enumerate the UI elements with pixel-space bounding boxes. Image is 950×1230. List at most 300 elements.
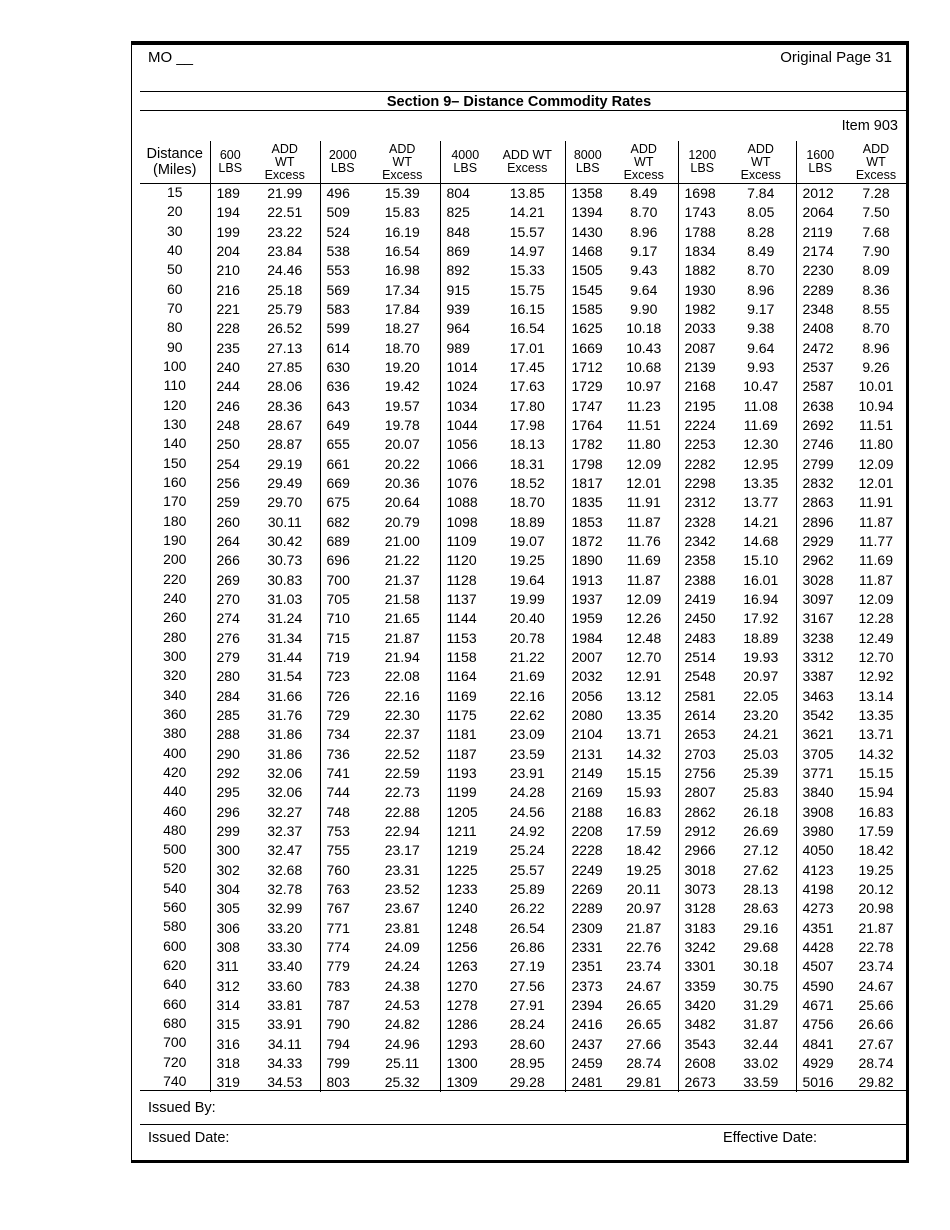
distance-cell: 600	[163, 937, 187, 954]
column-header-line: Excess	[855, 167, 897, 182]
rate-cell: 804	[440, 184, 490, 204]
distance-cell: 460	[163, 802, 187, 819]
table-row	[140, 184, 908, 204]
rate-cell: 1263	[440, 957, 490, 976]
rate-cell: 14.32	[626, 745, 662, 762]
table-row	[140, 319, 908, 338]
rate-cell: 1024	[440, 377, 490, 396]
column-header	[610, 141, 678, 184]
rate-cell: 28.13	[743, 880, 779, 897]
rate-cell: 705	[320, 590, 365, 609]
rate-cell: 2832	[796, 474, 844, 493]
rate-cell: 21.87	[384, 629, 420, 646]
rate-cell: 12.30	[743, 436, 779, 453]
rate-cell: 18.42	[858, 842, 894, 859]
rate-cell: 3097	[796, 590, 844, 609]
column-header-line: WT	[751, 154, 771, 169]
rate-cell: 18.89	[509, 513, 545, 530]
rate-cell: 216	[210, 281, 250, 300]
rate-cell: 23.74	[626, 958, 662, 975]
rate-cell: 16.94	[743, 591, 779, 608]
rate-cell: 269	[210, 571, 250, 590]
table-row	[140, 1054, 908, 1073]
rate-cell: 29.49	[267, 475, 303, 492]
rate-cell: 2056	[565, 687, 610, 706]
rate-cell: 305	[210, 899, 250, 918]
rate-cell: 3242	[678, 938, 726, 957]
rate-cell: 16.15	[509, 301, 545, 318]
column-header	[726, 141, 796, 184]
rate-cell: 1834	[678, 242, 726, 261]
distance-cell: 30	[166, 222, 183, 239]
rate-cell: 964	[440, 319, 490, 338]
rate-cell: 1175	[440, 706, 490, 725]
column-header	[440, 141, 490, 184]
rate-cell: 1286	[440, 1015, 490, 1034]
rate-cell: 24.53	[384, 996, 420, 1013]
rate-cell: 21.87	[858, 919, 894, 936]
rate-cell: 28.67	[267, 417, 303, 434]
rate-cell: 13.35	[626, 707, 662, 724]
rate-cell: 8.96	[862, 339, 890, 356]
rate-cell: 767	[320, 899, 365, 918]
table-row	[140, 996, 908, 1015]
column-header-line: WT	[275, 154, 295, 169]
rate-cell: 4929	[796, 1054, 844, 1073]
rate-cell: 599	[320, 319, 365, 338]
rate-cell: 2012	[796, 184, 844, 204]
rate-cell: 31.86	[267, 745, 303, 762]
rate-cell: 8.49	[630, 185, 658, 202]
column-header-line: ADD	[389, 141, 416, 156]
rate-cell: 22.37	[384, 726, 420, 743]
rate-cell: 20.40	[509, 610, 545, 627]
rate-cell: 26.52	[267, 320, 303, 337]
rate-cell: 19.64	[509, 571, 545, 588]
table-row	[140, 667, 908, 686]
rate-cell: 9.43	[630, 262, 658, 279]
rate-cell: 12.91	[626, 668, 662, 685]
distance-cell: 200	[163, 551, 187, 568]
rate-cell: 2912	[678, 822, 726, 841]
rate-cell: 24.67	[858, 977, 894, 994]
rate-cell: 2298	[678, 474, 726, 493]
rate-cell: 13.71	[858, 726, 894, 743]
rate-cell: 18.42	[626, 842, 662, 859]
rate-cell: 2608	[678, 1054, 726, 1073]
column-header-line: LBS	[330, 161, 355, 175]
rate-cell: 1545	[565, 281, 610, 300]
column-header-line: LBS	[575, 161, 600, 175]
rate-cell: 32.27	[267, 803, 303, 820]
rate-cell: 31.34	[267, 629, 303, 646]
distance-cell: 100	[163, 357, 187, 374]
rate-cell: 14.21	[743, 513, 779, 530]
rate-cell: 1109	[440, 532, 490, 551]
rate-cell: 9.38	[747, 320, 775, 337]
rate-cell: 7.84	[747, 185, 775, 202]
rate-cell: 26.54	[509, 919, 545, 936]
rate-cell: 8.28	[747, 223, 775, 240]
rate-cell: 7.68	[862, 223, 890, 240]
distance-cell: 500	[163, 841, 187, 858]
rate-cell: 569	[320, 281, 365, 300]
rate-cell: 9.17	[747, 301, 775, 318]
rate-cell: 7.50	[862, 204, 890, 221]
rate-cell: 803	[320, 1073, 365, 1092]
column-header-line: ADD WT	[502, 148, 552, 162]
rate-cell: 24.96	[384, 1035, 420, 1052]
table-row	[140, 803, 908, 822]
rate-cell: 3359	[678, 976, 726, 995]
rate-cell: 2249	[565, 860, 610, 879]
distance-cell: 40	[166, 241, 183, 258]
rate-cell: 2966	[678, 841, 726, 860]
rate-cell: 496	[320, 184, 365, 204]
column-header-line: LBS	[690, 161, 715, 175]
rate-cell: 20.36	[384, 475, 420, 492]
rate-cell: 17.01	[509, 339, 545, 356]
rate-cell: 10.18	[626, 320, 662, 337]
rate-cell: 2188	[565, 803, 610, 822]
rate-cell: 18.70	[384, 339, 420, 356]
rate-cell: 285	[210, 706, 250, 725]
table-row	[140, 223, 908, 242]
rate-cell: 27.62	[743, 861, 779, 878]
distance-cell: 50	[166, 261, 183, 278]
rate-cell: 11.69	[743, 417, 778, 434]
column-header-line: (Miles)	[153, 162, 197, 178]
rate-cell: 20.78	[509, 629, 545, 646]
rate-cell: 24.24	[384, 958, 420, 975]
rate-cell: 11.08	[743, 397, 778, 414]
distance-cell: 400	[163, 744, 187, 761]
distance-cell: 740	[163, 1073, 187, 1090]
rate-cell: 22.05	[743, 687, 779, 704]
rate-cell: 31.86	[267, 726, 303, 743]
rate-cell: 24.67	[626, 977, 662, 994]
rate-cell: 3621	[796, 725, 844, 744]
rate-cell: 24.21	[743, 726, 779, 743]
distance-cell: 20	[166, 203, 183, 220]
rate-cell: 33.81	[267, 996, 303, 1013]
column-header-line: WT	[634, 154, 654, 169]
rate-cell: 228	[210, 319, 250, 338]
rate-cell: 20.12	[858, 880, 894, 897]
table-row	[140, 783, 908, 802]
rate-cell: 848	[440, 223, 490, 242]
table-row	[140, 918, 908, 937]
rate-cell: 2331	[565, 938, 610, 957]
rate-cell: 2032	[565, 667, 610, 686]
table-row	[140, 841, 908, 860]
rate-cell: 783	[320, 976, 365, 995]
distance-cell: 150	[163, 454, 187, 471]
rate-cell: 22.78	[858, 938, 894, 955]
rate-cell: 22.16	[509, 687, 545, 704]
rate-cell: 32.06	[267, 784, 303, 801]
rate-cell: 288	[210, 725, 250, 744]
distance-cell: 180	[163, 512, 187, 529]
table-row	[140, 203, 908, 222]
rate-cell: 23.31	[384, 861, 420, 878]
rate-cell: 14.21	[509, 204, 545, 221]
rate-cell: 308	[210, 938, 250, 957]
rate-cell: 2342	[678, 532, 726, 551]
rate-cell: 31.76	[267, 707, 303, 724]
rate-cell: 13.35	[858, 707, 894, 724]
rate-cell: 20.97	[626, 900, 662, 917]
rate-cell: 17.63	[509, 378, 545, 395]
rate-cell: 4428	[796, 938, 844, 957]
rate-cell: 710	[320, 609, 365, 628]
rate-cell: 10.43	[626, 339, 662, 356]
rate-cell: 31.66	[267, 687, 303, 704]
rate-cell: 1233	[440, 880, 490, 899]
rate-cell: 21.22	[509, 649, 545, 666]
rate-cell: 4273	[796, 899, 844, 918]
rate-cell: 16.54	[384, 243, 420, 260]
rate-cell: 741	[320, 764, 365, 783]
rate-cell: 20.22	[384, 455, 420, 472]
rate-cell: 1211	[440, 822, 490, 841]
rate-cell: 30.75	[743, 977, 779, 994]
column-header-line: Excess	[382, 167, 423, 182]
rate-cell: 24.56	[509, 803, 545, 820]
rate-cell: 2119	[796, 223, 844, 242]
rate-cell: 27.56	[509, 977, 545, 994]
rate-cell: 25.57	[509, 861, 545, 878]
rate-cell: 12.49	[858, 629, 894, 646]
rate-cell: 1300	[440, 1054, 490, 1073]
table-row	[140, 1015, 908, 1034]
distance-cell: 680	[163, 1015, 187, 1032]
rate-cell: 2289	[796, 281, 844, 300]
rate-cell: 2408	[796, 319, 844, 338]
rate-cell: 774	[320, 938, 365, 957]
rate-cell: 1225	[440, 860, 490, 879]
rate-cell: 2104	[565, 725, 610, 744]
rate-cell: 11.91	[859, 494, 893, 511]
table-row	[140, 397, 908, 416]
rate-cell: 13.14	[858, 687, 894, 704]
rate-cell: 1034	[440, 397, 490, 416]
rate-cell: 24.09	[384, 938, 420, 955]
rate-cell: 16.54	[509, 320, 545, 337]
rate-cell: 4050	[796, 841, 844, 860]
rate-cell: 1782	[565, 435, 610, 454]
table-row	[140, 629, 908, 648]
rate-cell: 9.64	[747, 339, 775, 356]
rate-cell: 26.86	[509, 938, 545, 955]
rate-cell: 2033	[678, 319, 726, 338]
rate-cell: 20.79	[384, 513, 420, 530]
rate-cell: 26.65	[626, 996, 662, 1013]
rate-cell: 20.98	[858, 900, 894, 917]
rate-cell: 19.25	[509, 552, 545, 569]
distance-cell: 300	[163, 647, 187, 664]
rate-cell: 4841	[796, 1034, 844, 1053]
rate-cell: 1128	[440, 571, 490, 590]
distance-cell: 520	[163, 860, 187, 877]
rate-cell: 763	[320, 880, 365, 899]
rate-cell: 2388	[678, 571, 726, 590]
rate-cell: 15.33	[509, 262, 545, 279]
rate-cell: 16.19	[384, 223, 420, 240]
rate-cell: 264	[210, 532, 250, 551]
rate-cell: 16.83	[626, 803, 662, 820]
rate-cell: 25.89	[509, 880, 545, 897]
rate-cell: 14.68	[743, 533, 779, 550]
rate-cell: 1164	[440, 667, 490, 686]
rate-cell: 259	[210, 493, 250, 512]
header-divider	[140, 91, 906, 92]
rate-cell: 696	[320, 551, 365, 570]
rate-cell: 8.96	[630, 223, 658, 240]
table-row	[140, 493, 908, 512]
rate-cell: 1890	[565, 551, 610, 570]
rate-cell: 15.93	[626, 784, 662, 801]
rates-table	[140, 141, 908, 1092]
column-header-line: Excess	[264, 167, 305, 182]
rate-cell: 10.68	[626, 359, 662, 376]
rate-cell: 24.46	[267, 262, 303, 279]
rate-cell: 1798	[565, 455, 610, 474]
rate-cell: 31.24	[267, 610, 303, 627]
rate-cell: 20.64	[384, 494, 420, 511]
rate-cell: 11.80	[626, 436, 661, 453]
rate-cell: 3028	[796, 571, 844, 590]
rate-cell: 2416	[565, 1015, 610, 1034]
rate-cell: 22.94	[384, 822, 420, 839]
rate-cell: 3840	[796, 783, 844, 802]
rate-cell: 3980	[796, 822, 844, 841]
rate-cell: 2289	[565, 899, 610, 918]
rate-cell: 553	[320, 261, 365, 280]
rate-cell: 1984	[565, 629, 610, 648]
rate-cell: 20.11	[626, 880, 661, 897]
table-row	[140, 1034, 908, 1053]
column-header-line: WT	[392, 154, 412, 169]
distance-cell: 580	[163, 918, 187, 935]
rate-cell: 3238	[796, 629, 844, 648]
rate-cell: 15.15	[626, 765, 662, 781]
rate-cell: 675	[320, 493, 365, 512]
table-row	[140, 281, 908, 300]
rate-cell: 279	[210, 648, 250, 667]
distance-cell: 220	[163, 570, 187, 587]
rate-cell: 1278	[440, 996, 490, 1015]
rate-cell: 10.47	[743, 378, 779, 395]
rate-cell: 3705	[796, 745, 844, 764]
rate-cell: 9.26	[862, 359, 890, 376]
rate-cell: 12.70	[858, 649, 894, 666]
rate-cell: 18.52	[509, 475, 545, 492]
rate-cell: 11.76	[626, 533, 661, 550]
rate-cell: 661	[320, 455, 365, 474]
rate-cell: 199	[210, 223, 250, 242]
rate-cell: 250	[210, 435, 250, 454]
rate-cell: 23.22	[267, 223, 303, 240]
rate-cell: 31.54	[267, 668, 303, 685]
rate-cell: 1256	[440, 938, 490, 957]
rate-cell: 3183	[678, 918, 726, 937]
rate-cell: 7.28	[862, 185, 890, 202]
rate-cell: 20.97	[743, 668, 779, 685]
rate-cell: 715	[320, 629, 365, 648]
rate-cell: 300	[210, 841, 250, 860]
column-header-line: ADD	[271, 141, 298, 156]
rate-cell: 17.45	[509, 359, 545, 376]
rate-cell: 8.09	[862, 262, 890, 279]
table-row	[140, 745, 908, 764]
rate-cell: 3420	[678, 996, 726, 1015]
rate-cell: 726	[320, 687, 365, 706]
rate-cell: 29.16	[743, 919, 779, 936]
table-row	[140, 860, 908, 879]
rate-cell: 12.09	[858, 591, 894, 608]
page-right-border	[907, 41, 909, 1163]
rate-cell: 27.19	[509, 958, 545, 975]
rate-cell: 296	[210, 803, 250, 822]
rate-cell: 2253	[678, 435, 726, 454]
rate-cell: 2587	[796, 377, 844, 396]
table-row	[140, 899, 908, 918]
rate-cell: 189	[210, 184, 250, 204]
rate-cell: 17.84	[384, 301, 420, 318]
rate-cell: 1199	[440, 783, 490, 802]
rate-cell: 4671	[796, 996, 844, 1015]
rate-cell: 1219	[440, 841, 490, 860]
rate-cell: 31.29	[743, 996, 779, 1013]
rate-cell: 28.36	[267, 397, 303, 414]
rate-cell: 17.59	[626, 822, 662, 839]
distance-cell: 70	[166, 299, 183, 316]
rate-cell: 270	[210, 590, 250, 609]
rate-cell: 8.05	[747, 204, 775, 221]
rate-cell: 1505	[565, 261, 610, 280]
column-header-line: 2000	[328, 148, 357, 162]
rate-cell: 31.87	[743, 1016, 779, 1033]
rate-cell: 8.70	[747, 262, 775, 279]
rate-cell: 2638	[796, 397, 844, 416]
distance-cell: 340	[163, 686, 187, 703]
distance-cell: 560	[163, 899, 187, 916]
rate-cell: 583	[320, 300, 365, 319]
rate-cell: 17.59	[858, 822, 894, 839]
distance-cell: 80	[166, 319, 183, 336]
rate-cell: 2962	[796, 551, 844, 570]
rate-cell: 7.90	[862, 243, 890, 260]
rate-cell: 19.78	[384, 417, 420, 434]
issued-date-label: Issued Date:	[148, 1130, 230, 1146]
rate-cell: 11.80	[859, 436, 893, 453]
rate-cell: 19.93	[743, 649, 779, 666]
rate-cell: 2080	[565, 706, 610, 725]
rate-cell: 25.66	[858, 996, 894, 1013]
original-page-label: Original Page 31	[780, 49, 892, 66]
rate-cell: 2459	[565, 1054, 610, 1073]
column-header-line: Excess	[740, 167, 781, 182]
rate-cell: 34.53	[267, 1074, 303, 1091]
rate-cell: 290	[210, 745, 250, 764]
rate-cell: 4507	[796, 957, 844, 976]
rate-cell: 3543	[678, 1034, 726, 1053]
table-row	[140, 976, 908, 995]
rate-cell: 1853	[565, 513, 610, 532]
distance-cell: 720	[163, 1053, 187, 1070]
rate-cell: 316	[210, 1034, 250, 1053]
